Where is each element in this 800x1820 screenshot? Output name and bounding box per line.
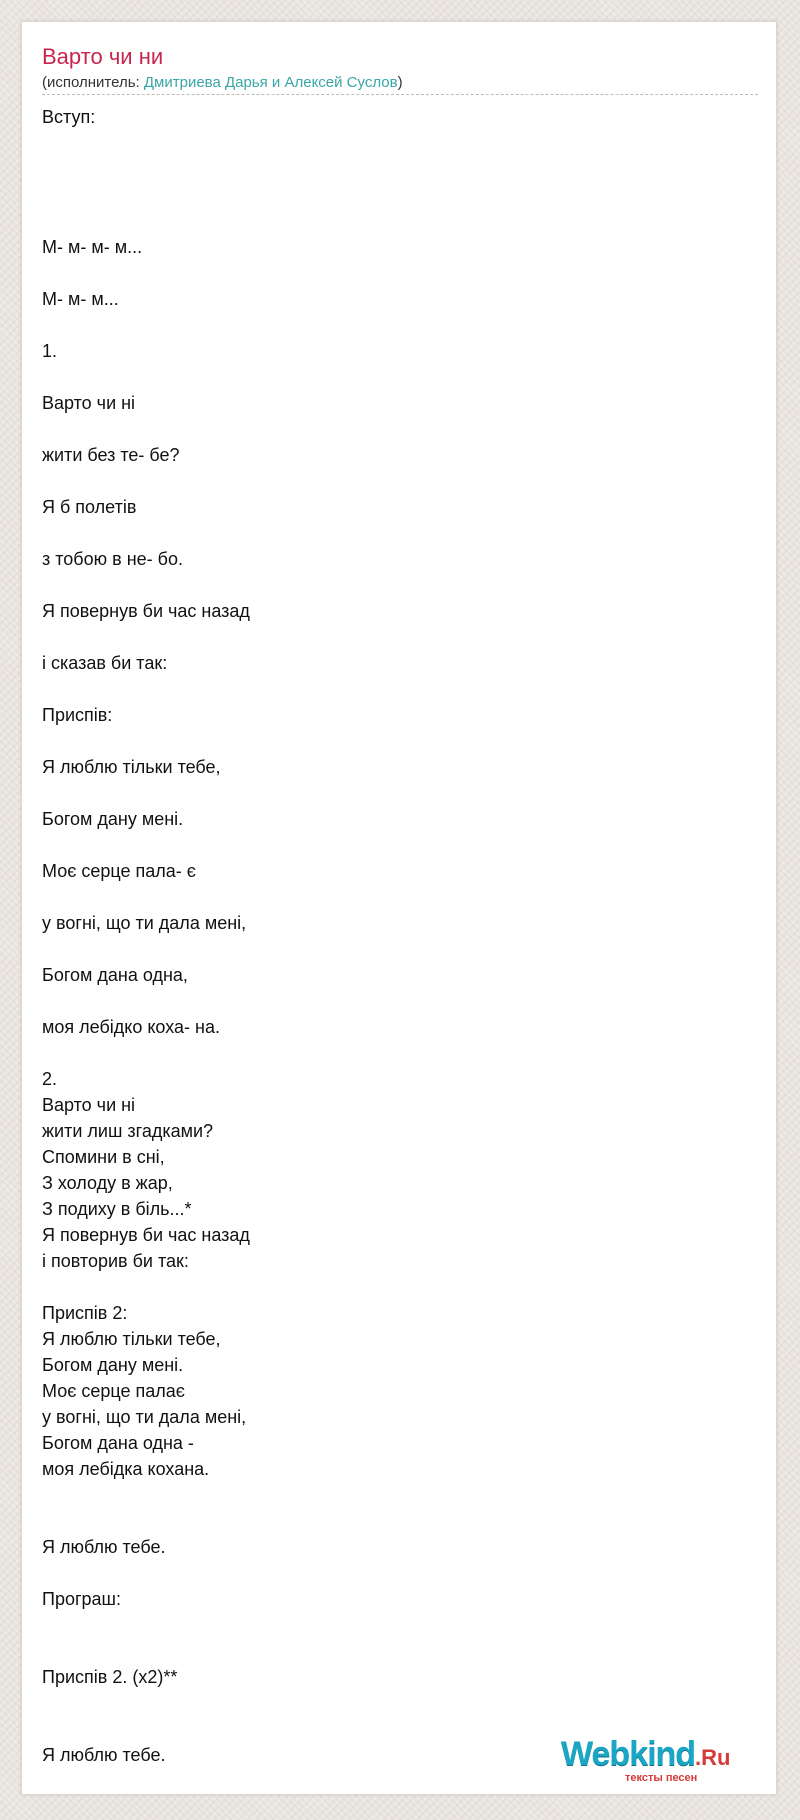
lyric-line: Моє серце пала- є <box>42 861 196 881</box>
lyrics-card <box>21 21 777 1795</box>
lyric-line: М- м- м- м... <box>42 237 143 257</box>
lyric-blank-line <box>42 520 758 546</box>
lyric-line: З холоду в жар, <box>42 1173 173 1193</box>
lyric-blank-line <box>42 1638 758 1664</box>
lyric-blank-line <box>42 1690 758 1716</box>
lyric-line: Вступ: <box>42 107 96 127</box>
lyric-line: Богом дана одна - <box>42 1433 194 1453</box>
lyric-blank-line <box>42 182 758 208</box>
lyric-blank-line <box>42 468 758 494</box>
logo-main-text: Webkind <box>561 1735 696 1773</box>
lyric-line: Я люблю тебе. <box>42 1745 166 1765</box>
lyric-line: Богом дана одна, <box>42 965 188 985</box>
lyric-blank-line <box>42 884 758 910</box>
lyric-line: Приспів 2. (x2)** <box>42 1667 178 1687</box>
lyric-line: Я люблю тільки тебе, <box>42 1329 221 1349</box>
lyric-blank-line <box>42 1040 758 1066</box>
lyric-line: і сказав би так: <box>42 653 168 673</box>
lyric-line: Я люблю тебе. <box>42 1537 166 1557</box>
lyric-blank-line <box>42 260 758 286</box>
lyric-line: у вогні, що ти дала мені, <box>42 913 247 933</box>
lyric-line: Варто чи ні <box>42 393 136 413</box>
lyric-line: з тобою в не- бо. <box>42 549 183 569</box>
lyric-line: моя лебідко коха- на. <box>42 1017 220 1037</box>
lyric-line: Спомини в сні, <box>42 1147 165 1167</box>
song-title: Варто чи ни <box>42 44 164 69</box>
webkind-logo[interactable] <box>561 1735 757 1783</box>
lyric-line: 2. <box>42 1069 58 1089</box>
lyric-blank-line <box>42 1560 758 1586</box>
lyric-line: Приспів 2: <box>42 1303 128 1323</box>
song-header <box>42 42 758 95</box>
lyric-blank-line <box>42 572 758 598</box>
lyric-blank-line <box>42 988 758 1014</box>
lyric-blank-line <box>42 1482 758 1508</box>
lyric-blank-line <box>42 130 758 156</box>
logo-tagline: тексты песен <box>625 1772 698 1784</box>
performer-link[interactable]: Дмитриева Дарья и Алексей Суслов <box>143 74 398 91</box>
lyric-blank-line <box>42 624 758 650</box>
lyric-line: М- м- м... <box>42 289 119 309</box>
lyric-blank-line <box>42 676 758 702</box>
lyric-line: у вогні, що ти дала мені, <box>42 1407 247 1427</box>
logo-wordmark <box>561 1735 731 1774</box>
lyric-blank-line <box>42 156 758 182</box>
performer-line <box>42 74 758 95</box>
lyric-line: Варто чи ні <box>42 1095 136 1115</box>
lyric-line: Приспів: <box>42 705 113 725</box>
lyric-line: моя лебідка кохана. <box>42 1459 210 1479</box>
lyric-blank-line <box>42 1612 758 1638</box>
lyric-blank-line <box>42 728 758 754</box>
lyric-line: Богом дану мені. <box>42 809 184 829</box>
logo-suffix: .Ru <box>695 1745 731 1770</box>
lyric-blank-line <box>42 936 758 962</box>
lyric-line: Програш: <box>42 1589 121 1609</box>
performer-suffix: ) <box>397 74 403 91</box>
lyric-line: і повторив би так: <box>42 1251 189 1271</box>
lyric-line: жити без те- бе? <box>42 445 180 465</box>
lyric-line: 1. <box>42 341 58 361</box>
lyric-blank-line <box>42 364 758 390</box>
lyric-blank-line <box>42 832 758 858</box>
lyric-blank-line <box>42 1508 758 1534</box>
performer-prefix: (исполнитель: <box>42 74 144 91</box>
lyric-line: жити лиш згадками? <box>42 1121 214 1141</box>
lyric-blank-line <box>42 1274 758 1300</box>
lyric-blank-line <box>42 780 758 806</box>
lyric-line: Я повернув би час назад <box>42 601 250 621</box>
lyric-line: Моє серце палає <box>42 1381 185 1401</box>
lyric-blank-line <box>42 312 758 338</box>
lyric-line: Я люблю тільки тебе, <box>42 757 221 777</box>
lyric-blank-line <box>42 416 758 442</box>
lyrics-text <box>42 104 758 1768</box>
lyric-line: Богом дану мені. <box>42 1355 184 1375</box>
lyric-line: Я б полетів <box>42 497 137 517</box>
lyric-blank-line <box>42 208 758 234</box>
lyric-line: З подиху в біль...* <box>42 1199 192 1219</box>
lyric-line: Я повернув би час назад <box>42 1225 250 1245</box>
